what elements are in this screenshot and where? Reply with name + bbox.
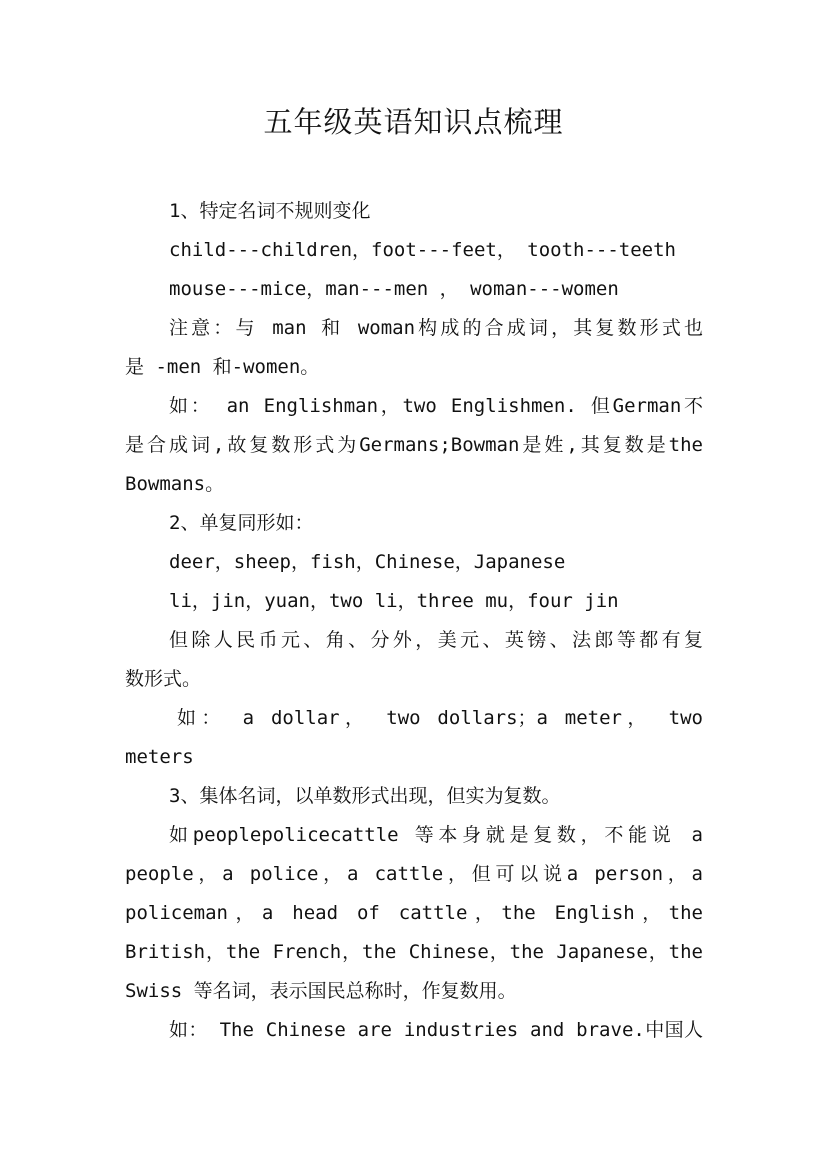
paragraph-line: 是 -men 和-women。 [125, 356, 320, 378]
paragraph-line: 如： an Englishman，two Englishmen. 但German不 [169, 395, 703, 417]
paragraph-line: British，the French，the Chinese，the Japanese，the [125, 941, 703, 963]
document-title: 五年级英语知识点梳理 [263, 105, 564, 139]
section-heading-3: 3、集体名词，以单数形式出现，但实为复数。 [169, 785, 561, 807]
paragraph-line: Bowmans。 [125, 473, 225, 495]
paragraph-line: 是合成词,故复数形式为Germans;Bowman是姓,其复数是the [125, 434, 703, 456]
paragraph-line: child---children，foot---feet， tooth---teeth [169, 239, 676, 261]
paragraph-line: deer，sheep，fish，Chinese，Japanese [169, 551, 566, 573]
document-body [125, 192, 703, 1050]
paragraph-line: 如： a dollar， two dollars；a meter， two [177, 707, 703, 729]
paragraph-line: li，jin，yuan，two li，three mu，four jin [169, 590, 619, 612]
paragraph-line: Swiss 等名词，表示国民总称时，作复数用。 [125, 980, 517, 1002]
paragraph-line: 如： The Chinese are industries and brave.中国人 [169, 1019, 703, 1041]
paragraph-line: people，a police，a cattle，但可以说a person，a [125, 863, 703, 885]
section-heading-1: 1、特定名词不规则变化 [169, 200, 371, 222]
paragraph-line: mouse---mice，man---men ， woman---women [169, 278, 619, 300]
paragraph-line: policeman，a head of cattle，the English，the [125, 902, 703, 924]
paragraph-line: 注意：与 man 和 woman构成的合成词，其复数形式也 [169, 317, 703, 339]
paragraph-line: 但除人民币元、角、分外，美元、英镑、法郎等都有复 [169, 629, 703, 651]
section-heading-2: 2、单复同形如： [169, 512, 314, 534]
paragraph-line: 如peoplepolicecattle 等本身就是复数，不能说 a [169, 824, 703, 846]
paragraph-line: 数形式。 [125, 668, 202, 690]
paragraph-line: meters [125, 746, 194, 768]
